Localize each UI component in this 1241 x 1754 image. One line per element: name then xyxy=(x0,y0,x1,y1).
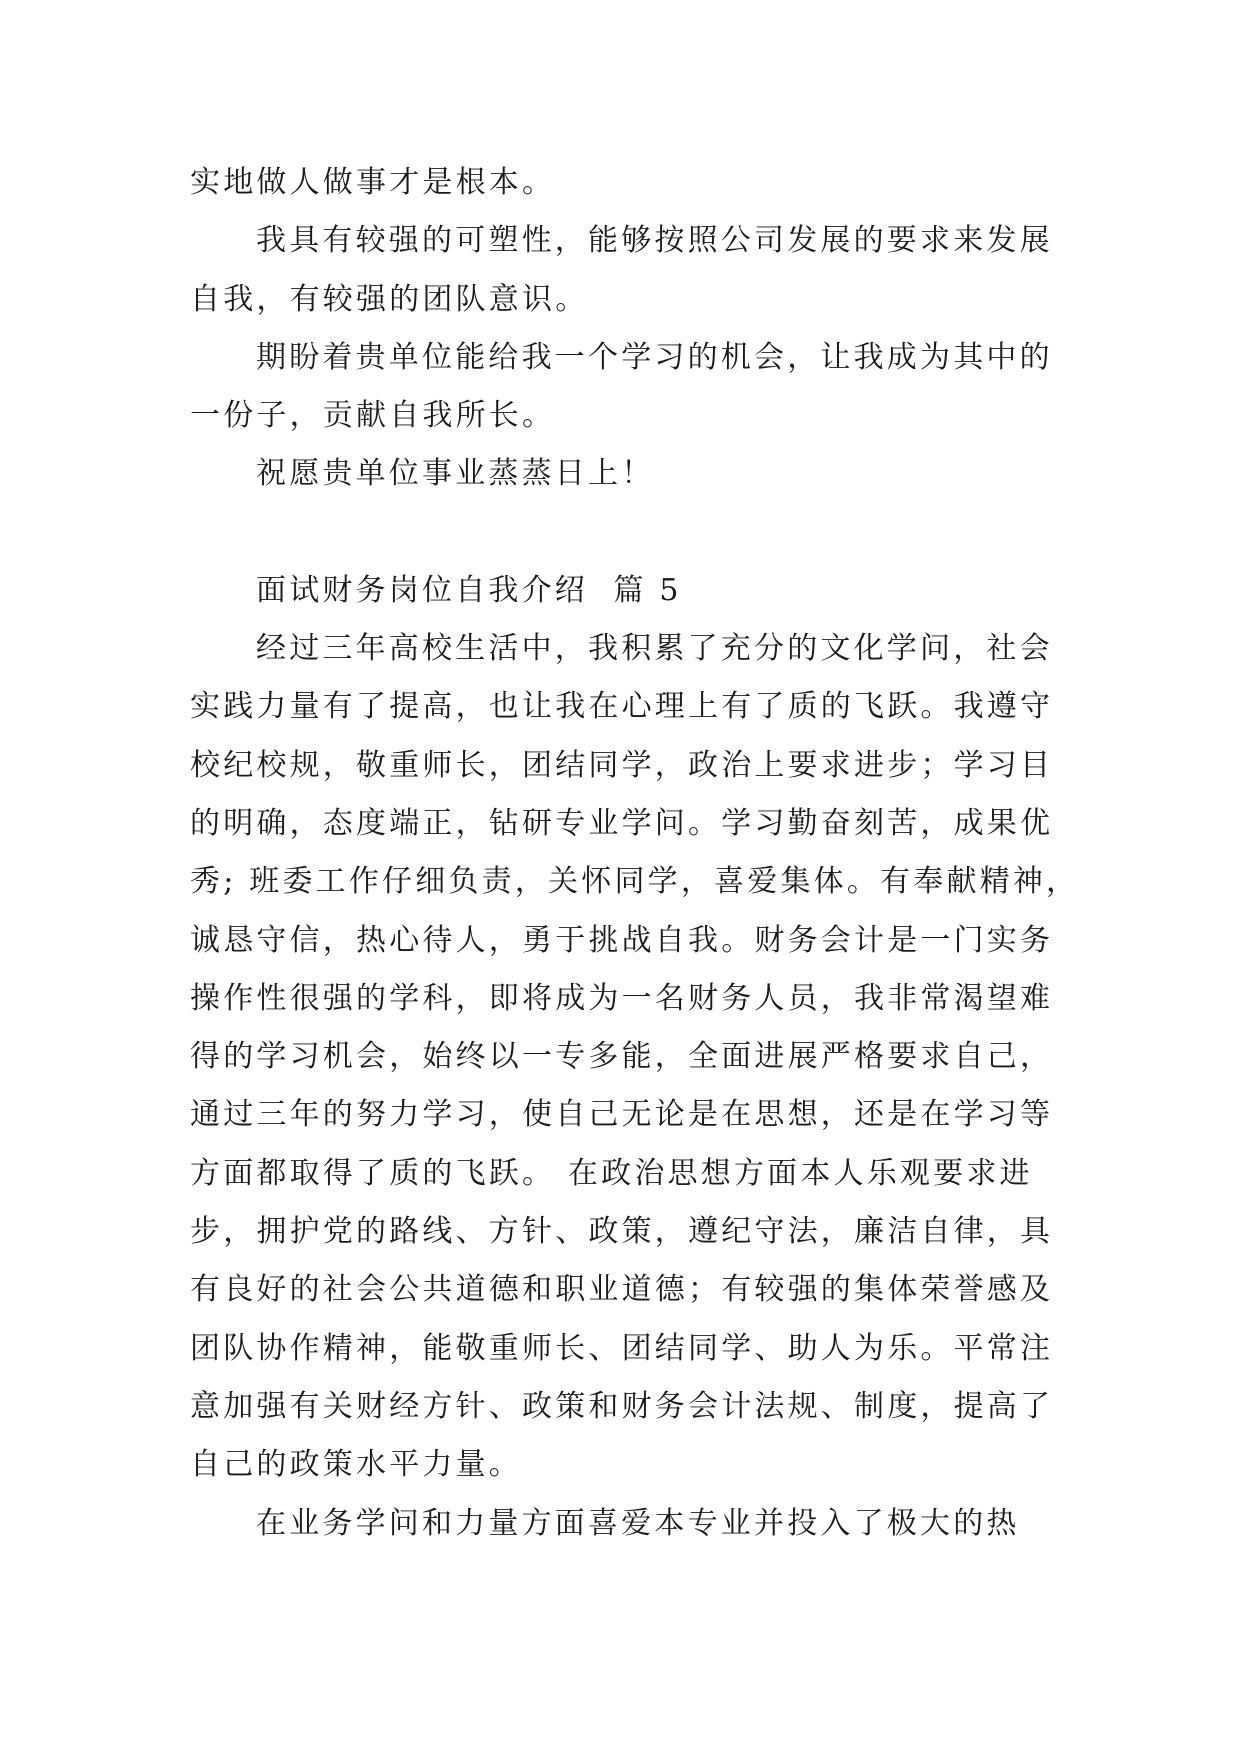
text-line: 经过三年高校生活中，我积累了充分的文化学问，社会 xyxy=(256,631,1053,667)
document-body xyxy=(190,154,1080,1553)
text-line: 校纪校规，敬重师长，团结同学，政治上要求进步；学习目 xyxy=(190,747,1054,783)
text-line: 通过三年的努力学习，使自己无论是在思想，还是在学习等 xyxy=(190,1097,1054,1133)
text-line: 祝愿贵单位事业蒸蒸日上！ xyxy=(256,456,655,492)
text-line: 诚恳守信，热心待人，勇于挑战自我。财务会计是一门实务 xyxy=(190,922,1054,958)
text-line: 方面都取得了质的飞跃。 在政治思想方面本人乐观要求进 xyxy=(190,1155,1033,1191)
text-line: 实地做人做事才是根本。 xyxy=(190,165,556,200)
text-line: 一份子，贡献自我所长。 xyxy=(190,398,556,434)
text-line: 实践力量有了提高，也让我在心理上有了质的飞跃。我遵守 xyxy=(190,689,1054,725)
text-line: 团队协作精神，能敬重师长、团结同学、助人为乐。平常注 xyxy=(190,1330,1054,1366)
section-title: 面试财务岗位自我介绍 篇 5 xyxy=(256,572,682,608)
text-line: 自我，有较强的团队意识。 xyxy=(190,281,589,317)
text-line: 期盼着贵单位能给我一个学习的机会，让我成为其中的 xyxy=(256,339,1053,375)
text-line: 步，拥护党的路线、方针、政策，遵纪守法，廉洁自律，具 xyxy=(190,1214,1054,1250)
text-line: 我具有较强的可塑性，能够按照公司发展的要求来发展 xyxy=(256,223,1053,259)
paragraph-gap xyxy=(190,504,1070,562)
text-line: 在业务学问和力量方面喜爱本专业并投入了极大的热 xyxy=(256,1505,1020,1541)
text-line: 自己的政策水平力量。 xyxy=(190,1447,522,1483)
text-line: 得的学习机会，始终以一专多能，全面进展严格要求自己， xyxy=(190,1039,1054,1075)
text-line: 的明确，态度端正，钻研专业学问。学习勤奋刻苦，成果优 xyxy=(190,805,1054,841)
text-line: 意加强有关财经方针、政策和财务会计法规、制度，提高了 xyxy=(190,1388,1054,1424)
text-line: 有良好的社会公共道德和职业道德；有较强的集体荣誉感及 xyxy=(190,1272,1054,1308)
text-line: 操作性很强的学科，即将成为一名财务人员，我非常渴望难 xyxy=(190,980,1054,1016)
text-line: 秀; 班委工作仔细负责，关怀同学，喜爱集体。有奉献精神， xyxy=(190,864,1080,900)
